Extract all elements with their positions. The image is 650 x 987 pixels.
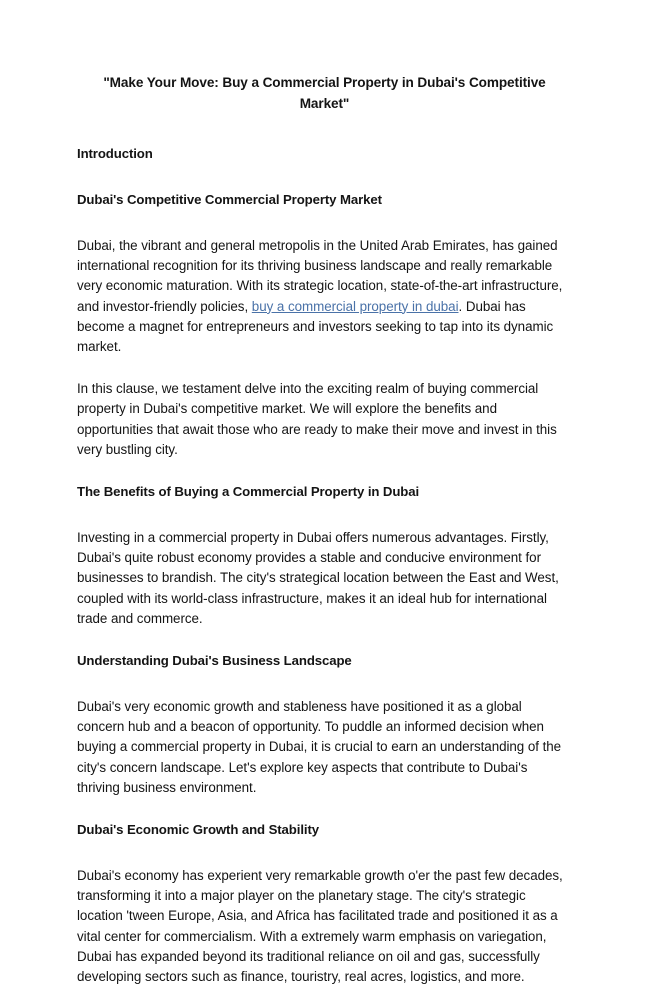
page-title: "Make Your Move: Buy a Commercial Property in Dubai's Competitive Market"	[103, 75, 546, 111]
buy-commercial-property-link[interactable]: buy a commercial property in dubai	[251, 298, 459, 314]
paragraph-intro-1-text-before-link: Dubai, the vibrant and general metropolis in the United Arab Emirates, has gained international recognition for its thriving business landscape and really remarkable very economic maturation. With its strategic location, state-of-the-art infrastructure, and investor-friendly policies,	[77, 238, 563, 314]
heading-introduction: Introduction	[77, 146, 153, 161]
paragraph-landscape-1: Dubai's very economic growth and stableness have positioned it as a global concern hub and a beacon of opportunity. To puddle an informed decision when buying a commercial property in Dubai, it is crucial to earn an understanding of the city's concern landscape. Let's explore key aspects that contribute to Dubai's thriving business environment.	[77, 699, 562, 795]
heading-economic-growth: Dubai's Economic Growth and Stability	[77, 822, 319, 838]
paragraph-intro-1-text-after-link: . Dubai has become a magnet for entrepreneurs and investors seeking to tap into its dynamic market.	[77, 298, 554, 355]
heading-business-landscape: Understanding Dubai's Business Landscape	[77, 653, 352, 669]
paragraph-intro-2: In this clause, we testament delve into the exciting realm of buying commercial property in Dubai's competitive market. We will explore the benefits and opportunities that await those who are ready to make their move and invest in this very bustling city.	[77, 381, 557, 457]
heading-competitive-market: Dubai's Competitive Commercial Property Market	[77, 192, 382, 207]
paragraph-growth-1: Dubai's economy has experient very remarkable growth o'er the past few decades, transforming it into a major player on the planetary stage. The city's strategic location 'tween Europe, Asia, and Africa has facilitated trade and positioned it as a vital center for commercialism. With a extremely warm emphasis on variegation, Dubai has expanded beyond its traditional reliance on oil and gas, successfully developing sectors such as finance, touristry, real acres, logistics, and more.	[77, 868, 563, 985]
heading-benefits: The Benefits of Buying a Commercial Property in Dubai	[77, 484, 420, 500]
paragraph-benefits-1: Investing in a commercial property in Dubai offers numerous advantages. Firstly, Dubai's quite robust economy provides a stable and conducive environment for businesses to brandish. The city's strategical location between the East and West, coupled with its world-class infrastructure, makes it an ideal hub for international trade and commerce.	[77, 530, 559, 626]
paragraph-intro-1	[77, 236, 572, 357]
